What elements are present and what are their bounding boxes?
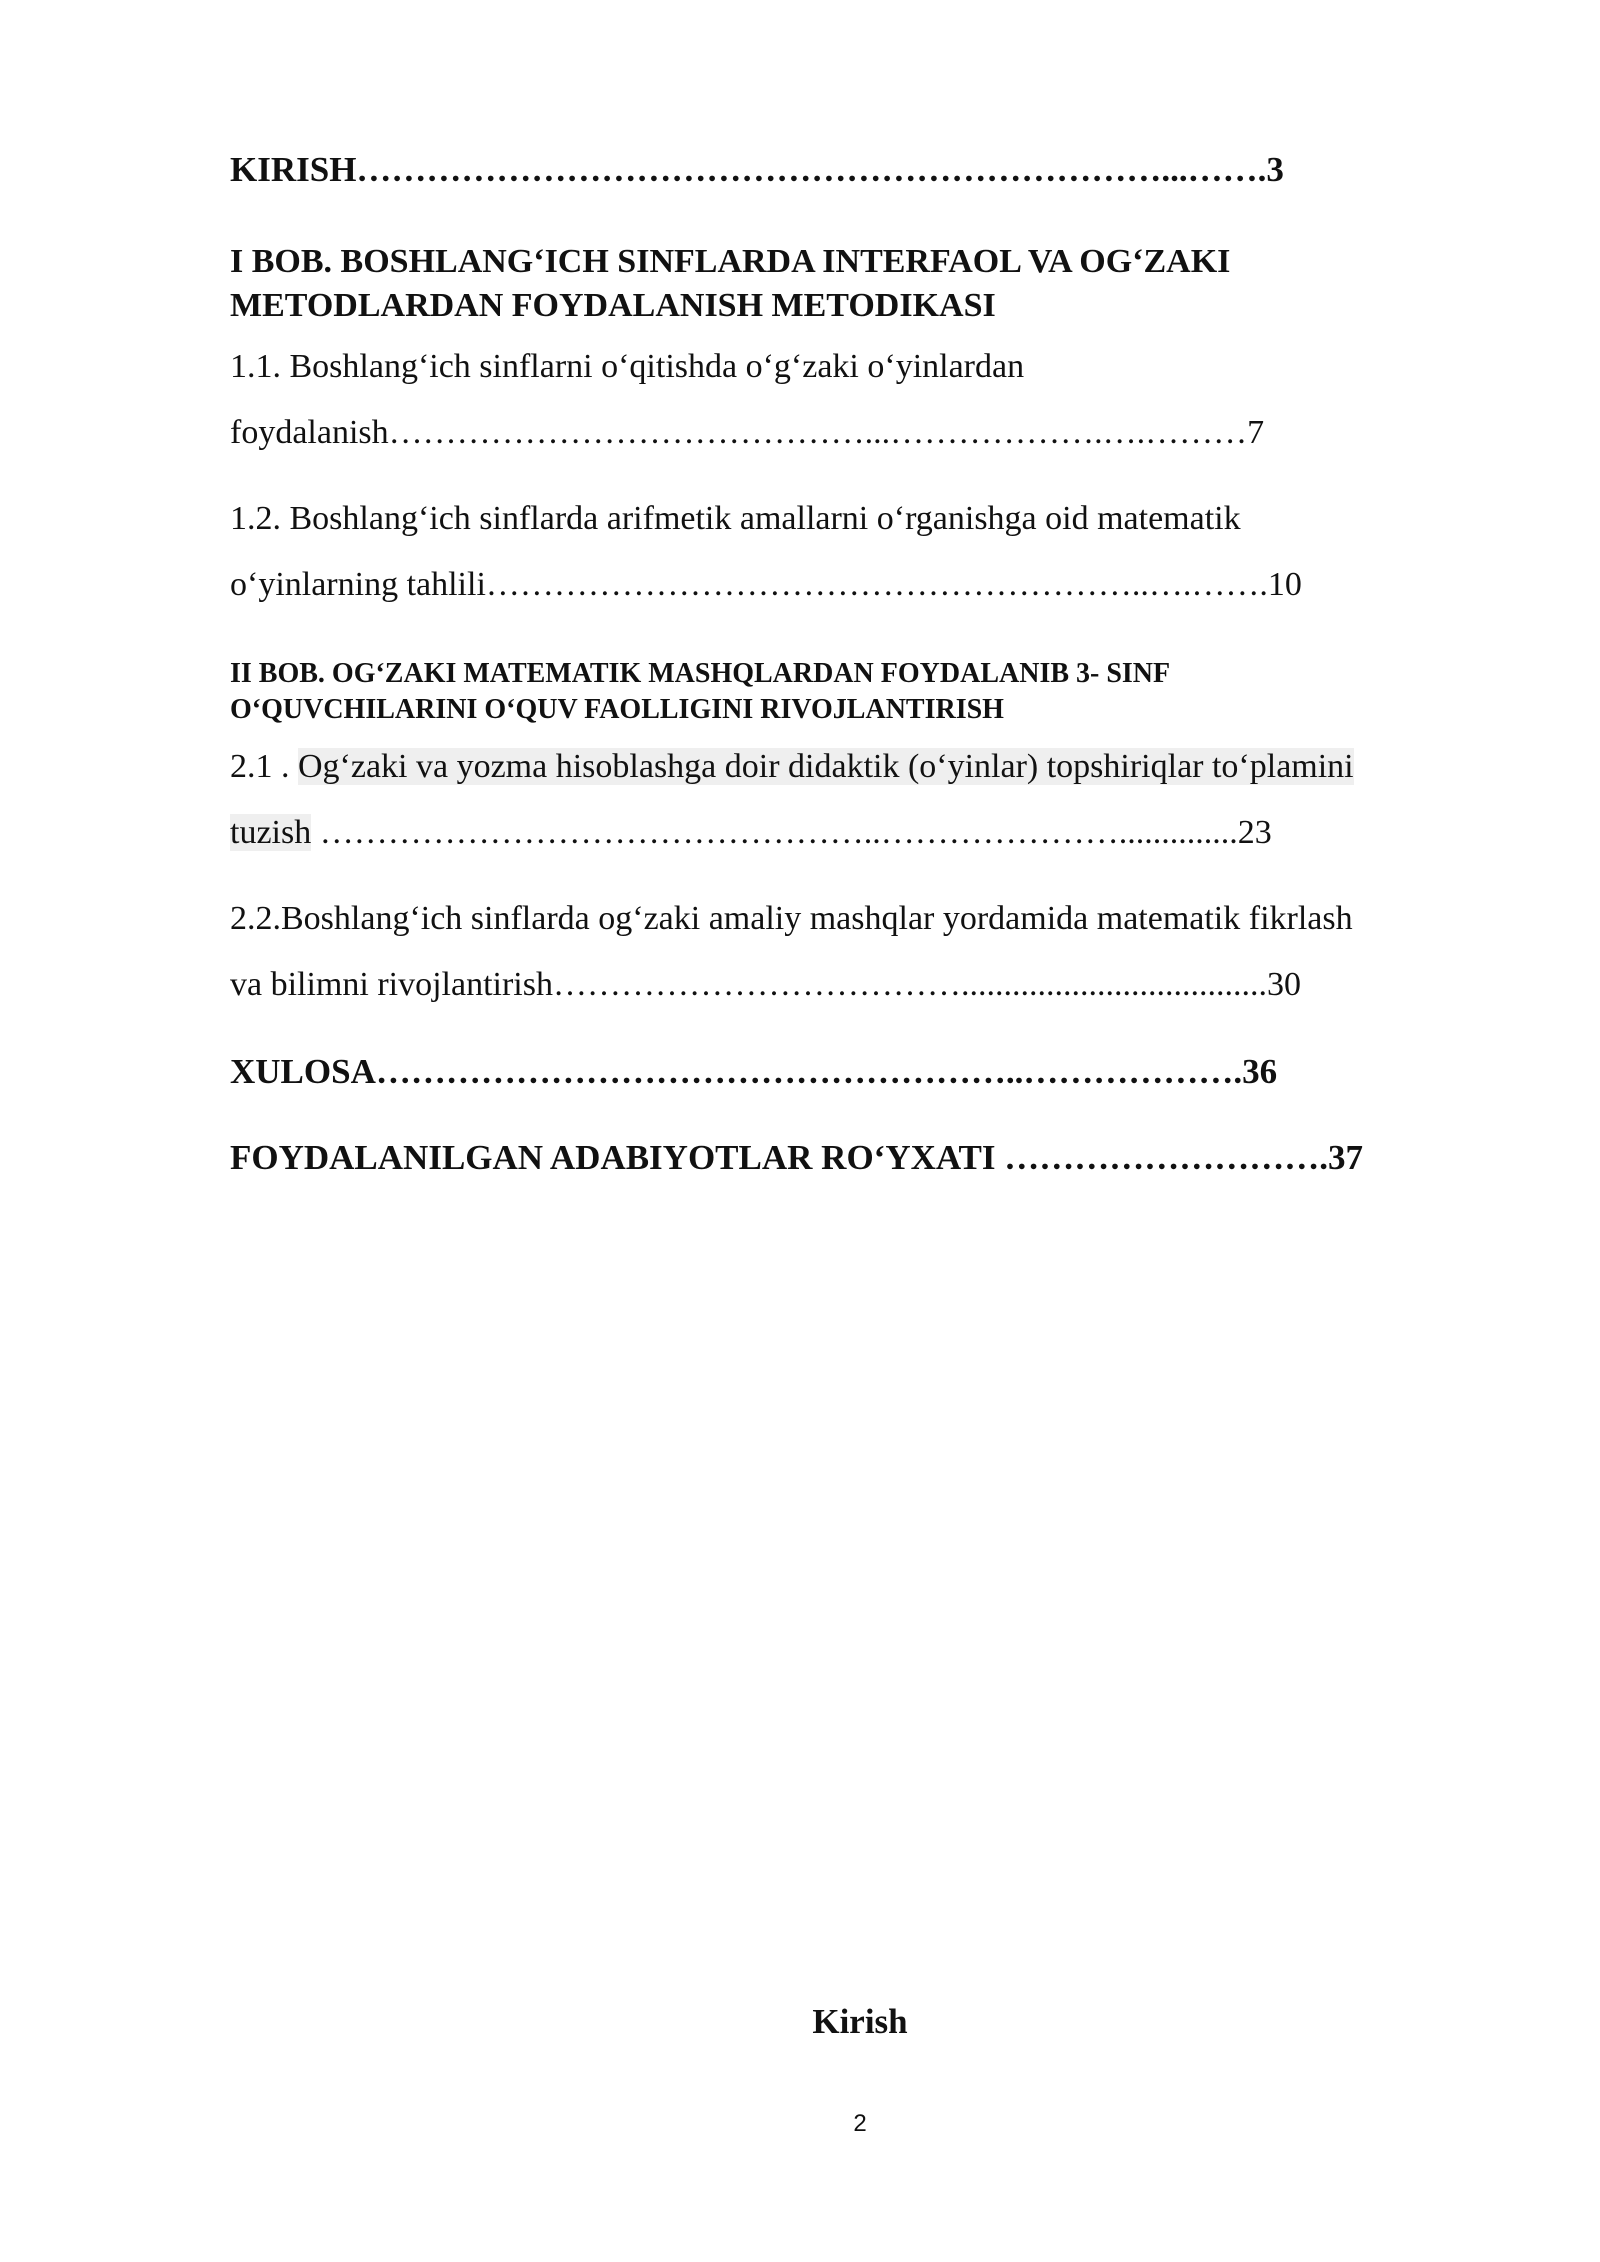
toc-item-2-2-line2: va bilimni rivojlantirish………………………………....................................30 — [230, 966, 1301, 1003]
toc-item-1-1-line1: 1.1. Boshlang‘ich sinflarni o‘qitishda o‘g‘zaki o‘yinlardan — [230, 348, 1025, 385]
page-number: 2 — [853, 2110, 867, 2137]
toc-adabiyotlar: FOYDALANILGAN ADABIYOTLAR RO‘YXATI ……………………….37 — [230, 1138, 1364, 1177]
toc-item-2-1-line2 — [230, 814, 1272, 852]
toc-item-2-1-line1 — [230, 748, 1354, 786]
toc-chapter-1-line2: METODLARDAN FOYDALANISH METODIKASI — [230, 287, 996, 324]
toc-xulosa: XULOSA………………………………………………..……………….36 — [230, 1052, 1278, 1091]
toc-chapter-2-line1: II BOB. OG‘ZAKI MATEMATIK MASHQLARDAN FOYDALANIB 3- SINF — [230, 658, 1171, 689]
toc-item-1-2-line2: o‘yinlarning tahlili…………………………………………………..….…….10 — [230, 566, 1302, 603]
section-heading-kirish: Kirish — [812, 2002, 908, 2041]
toc-kirish: KIRISH……………………………………………………………...…….3 — [230, 150, 1284, 189]
toc-item-2-1-leader: …………………………………………..…………………..............23 — [311, 814, 1272, 851]
toc-item-1-1-line2: foydalanish……………………………………...……………….….………7 — [230, 414, 1265, 451]
toc-item-2-2-line1: 2.2.Boshlang‘ich sinflarda og‘zaki amaliy mashqlar yordamida matematik fikrlash — [230, 900, 1353, 937]
toc-chapter-1-line1: I BOB. BOSHLANG‘ICH SINFLARDA INTERFAOL VA OG‘ZAKI — [230, 243, 1231, 280]
toc-item-2-1-highlighted-text: Og‘zaki va yozma hisoblashga doir didaktik (o‘yinlar) topshiriqlar to‘plamini — [298, 748, 1354, 785]
toc-chapter-2-line2: O‘QUVCHILARINI O‘QUV FAOLLIGINI RIVOJLANTIRISH — [230, 694, 1004, 725]
toc-item-1-2-line1: 1.2. Boshlang‘ich sinflarda arifmetik amallarni o‘rganishga oid matematik — [230, 500, 1241, 537]
toc-item-2-1-prefix: 2.1 . — [230, 748, 298, 785]
toc-item-2-1-highlighted-word: tuzish — [230, 814, 312, 851]
